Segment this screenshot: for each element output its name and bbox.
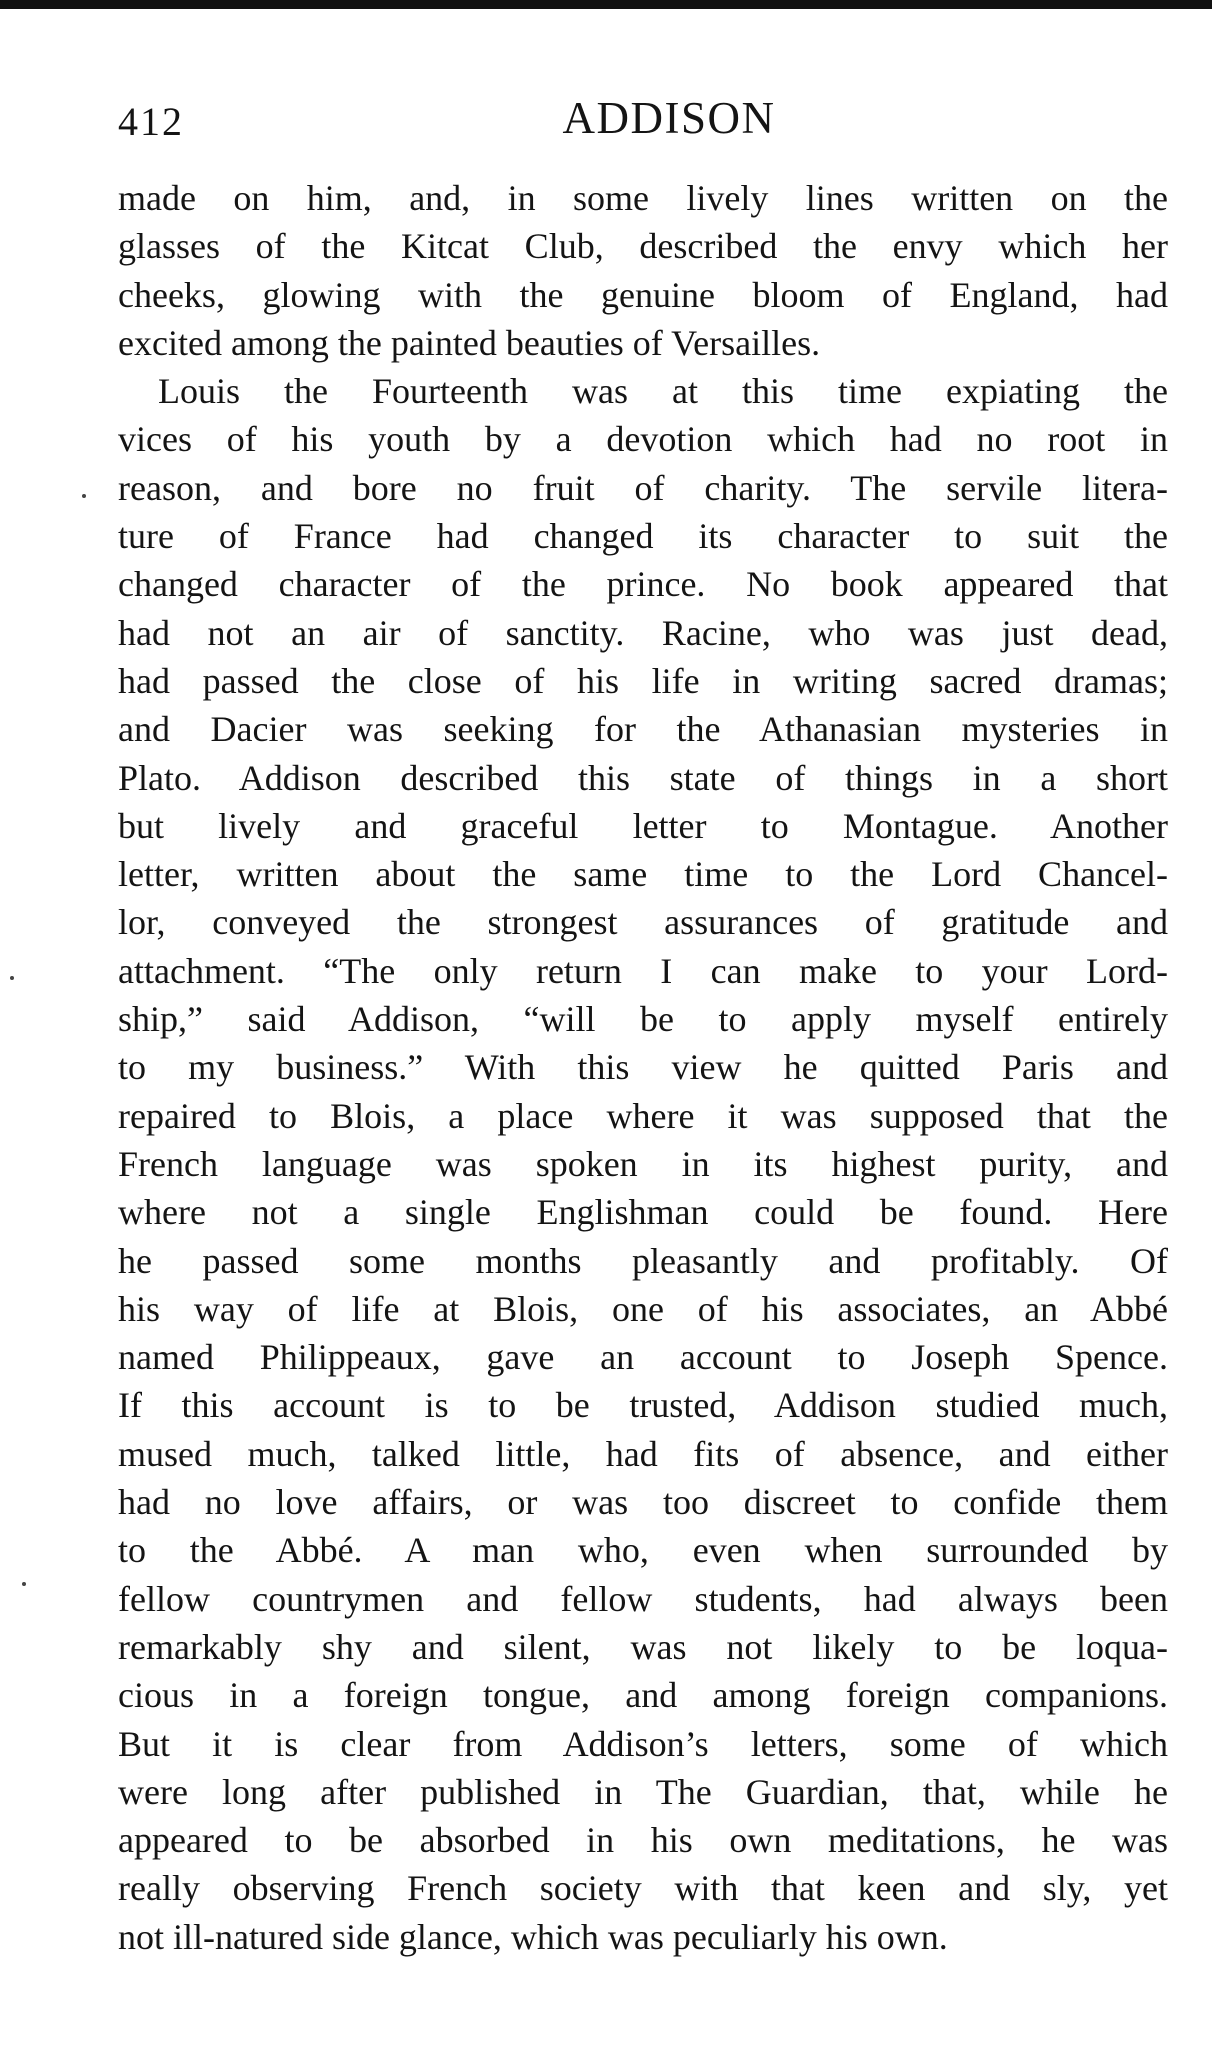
text-line: to the Abbé. A man who, even when surrounded by <box>118 1530 1168 1571</box>
text-line: repaired to Blois, a place where it was supposed that the <box>118 1095 1168 1136</box>
text-line: had no love affairs, or was too discreet to confide them <box>118 1482 1168 1523</box>
text-line: cious in a foreign tongue, and among foreign companions. <box>118 1675 1168 1716</box>
text-line: had not an air of sanctity. Racine, who was just dead, <box>118 612 1168 653</box>
text-line: really observing French society with that keen and sly, yet <box>118 1868 1168 1909</box>
text-line: he passed some months pleasantly and profitably. Of <box>118 1240 1168 1281</box>
text-line: reason, and bore no fruit of charity. The servile litera- <box>118 467 1168 508</box>
text-line: remarkably shy and silent, was not likely to be loqua- <box>118 1626 1168 1667</box>
text-line: where not a single Englishman could be found. Here <box>118 1192 1168 1233</box>
text-line: excited among the painted beauties of Versailles. <box>118 322 821 363</box>
text-line: to my business.” With this view he quitted Paris and <box>118 1047 1168 1088</box>
page-header <box>118 92 1180 152</box>
text-line: letter, written about the same time to the Lord Chancel- <box>118 854 1168 895</box>
text-line: Plato. Addison described this state of things in a short <box>118 757 1168 798</box>
text-line: and Dacier was seeking for the Athanasian mysteries in <box>118 709 1168 750</box>
paragraph-first-line: Louis the Fourteenth was at this time expiating the <box>158 371 1168 412</box>
text-line: were long after published in The Guardian, that, while he <box>118 1771 1168 1812</box>
text-line: ship,” said Addison, “will be to apply myself entirely <box>118 999 1168 1040</box>
text-line: lor, conveyed the strongest assurances of gratitude and <box>118 902 1168 943</box>
text-line: mused much, talked little, had fits of absence, and either <box>118 1433 1168 1474</box>
text-line: ture of France had changed its character to suit the <box>118 516 1168 557</box>
page-number: 412 <box>118 99 184 144</box>
margin-mark <box>82 494 86 498</box>
text-line: had passed the close of his life in writing sacred dramas; <box>118 660 1168 701</box>
text-line: attachment. “The only return I can make to your Lord- <box>118 950 1168 991</box>
margin-mark <box>22 1582 26 1586</box>
text-line: fellow countrymen and fellow students, had always been <box>118 1578 1168 1619</box>
text-line: named Philippeaux, gave an account to Joseph Spence. <box>118 1337 1168 1378</box>
text-line: made on him, and, in some lively lines written on the <box>118 178 1168 218</box>
text-line: vices of his youth by a devotion which had no root in <box>118 419 1168 460</box>
text-line: changed character of the prince. No book appeared that <box>118 564 1168 605</box>
text-line: cheeks, glowing with the genuine bloom of England, had <box>118 274 1168 315</box>
text-line: If this account is to be trusted, Addison studied much, <box>118 1385 1168 1426</box>
text-line: his way of life at Blois, one of his associates, an Abbé <box>118 1288 1168 1329</box>
text-line: but lively and graceful letter to Montague. Another <box>118 805 1168 846</box>
running-title: ADDISON <box>562 93 776 143</box>
margin-mark <box>10 976 14 980</box>
text-line: But it is clear from Addison’s letters, some of which <box>118 1723 1168 1764</box>
text-line: not ill-natured side glance, which was peculiarly his own. <box>118 1916 948 1957</box>
text-line: glasses of the Kitcat Club, described the envy which her <box>118 226 1168 267</box>
top-border-rule <box>0 0 1212 9</box>
body-text <box>118 174 1168 1961</box>
text-line: French language was spoken in its highest purity, and <box>118 1143 1168 1184</box>
text-line: appeared to be absorbed in his own meditations, he was <box>118 1820 1168 1861</box>
